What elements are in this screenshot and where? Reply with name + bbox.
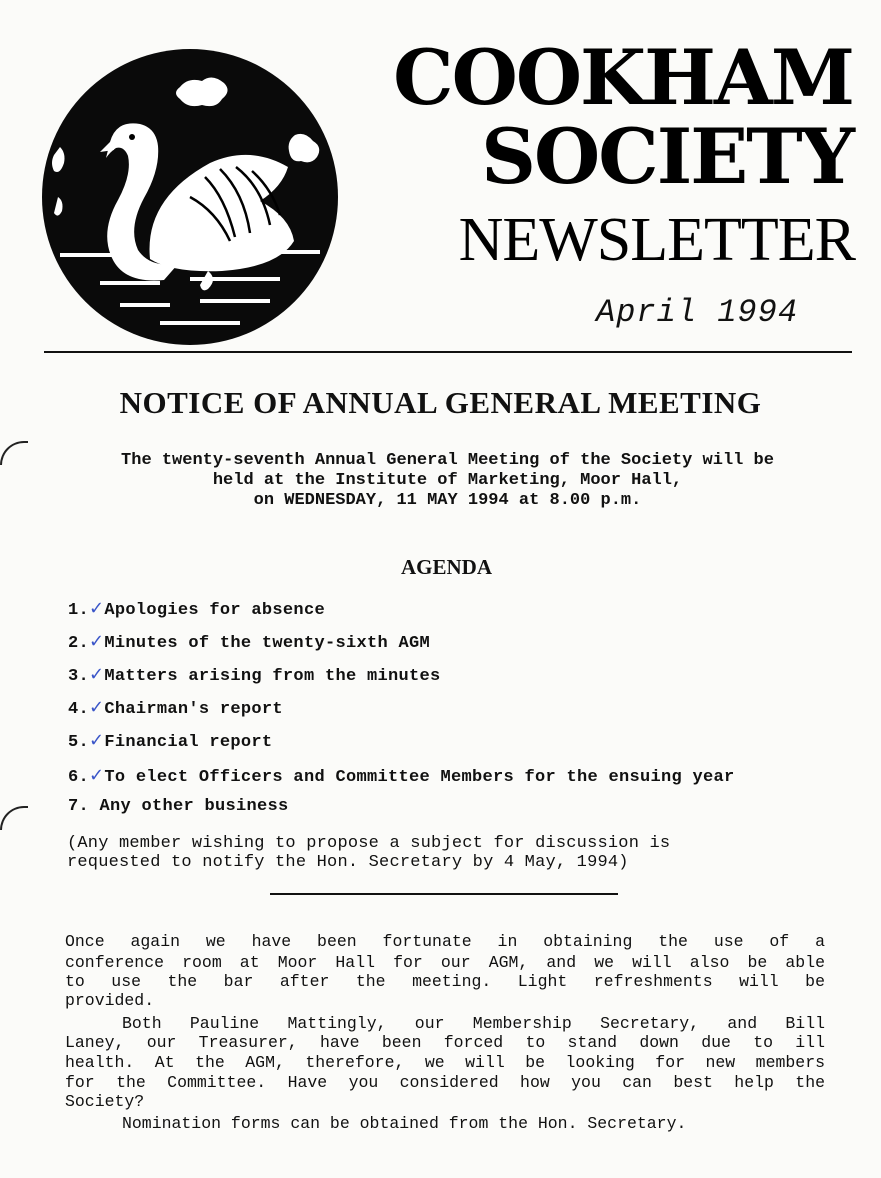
agenda-item-number: 2. xyxy=(68,634,90,653)
body-line: conference room at Moor Hall for our AGM, and we will also be able xyxy=(65,953,825,972)
agenda-item xyxy=(68,631,430,653)
agenda-item-text: Matters arising from the minutes xyxy=(104,667,441,686)
agenda-item-number: 7. xyxy=(68,797,90,816)
body-line: to use the bar after the meeting. Light refreshments will be xyxy=(65,972,825,991)
body-line: Nomination forms can be obtained from the Hon. Secretary. xyxy=(122,1114,687,1133)
agenda-item-number: 3. xyxy=(68,667,90,686)
newsletter-title-line2: SOCIETY xyxy=(481,112,853,201)
agenda-item xyxy=(68,730,272,752)
agenda-item xyxy=(68,697,283,719)
agenda-item-text: Chairman's report xyxy=(104,700,283,719)
agenda-item xyxy=(68,598,325,620)
notice-heading: NOTICE OF ANNUAL GENERAL MEETING xyxy=(119,385,762,420)
agenda-item-text: To elect Officers and Committee Members for the ensuing year xyxy=(104,768,735,787)
body-line: provided. xyxy=(65,991,155,1010)
agenda-item-number: 4. xyxy=(68,700,90,719)
tick-icon: ✓ xyxy=(89,697,105,718)
body-line: Laney, our Treasurer, have been forced to stand down due to ill xyxy=(65,1033,825,1052)
agenda-note-line: requested to notify the Hon. Secretary by 4 May, 1994) xyxy=(67,853,629,872)
body-line: Society? xyxy=(65,1092,145,1111)
agenda-item xyxy=(68,765,735,787)
agenda-item-text: Financial report xyxy=(104,733,273,752)
masthead-divider xyxy=(44,351,852,353)
newsletter-title-line3: NEWSLETTER xyxy=(458,206,855,274)
issue-date: April 1994 xyxy=(596,294,799,331)
tick-icon: ✓ xyxy=(89,631,105,652)
section-divider xyxy=(270,893,618,895)
body-line: Both Pauline Mattingly, our Membership Secretary, and Bill xyxy=(122,1014,825,1033)
tick-icon: ✓ xyxy=(89,730,105,751)
agenda-item xyxy=(68,664,440,686)
agenda-item-number: 1. xyxy=(68,601,90,620)
agenda-item xyxy=(68,797,289,816)
tick-icon: ✓ xyxy=(89,664,105,685)
body-line: health. At the AGM, therefore, we will be looking for new members xyxy=(65,1053,825,1072)
notice-intro-line: held at the Institute of Marketing, Moor Hall, xyxy=(212,471,683,490)
body-line: for the Committee. Have you considered how you can best help the xyxy=(65,1073,825,1092)
body-line: Once again we have been fortunate in obtaining the use of a xyxy=(65,932,825,951)
punch-hole-mark xyxy=(0,806,28,830)
agenda-note-line: (Any member wishing to propose a subject for discussion is xyxy=(67,834,671,853)
tick-icon: ✓ xyxy=(89,765,105,786)
agenda-item-number: 5. xyxy=(68,733,90,752)
agenda-item-text: Minutes of the twenty-sixth AGM xyxy=(104,634,430,653)
agenda-heading: AGENDA xyxy=(400,555,492,579)
agenda-item-text: Apologies for absence xyxy=(104,601,325,620)
notice-intro-line: The twenty-seventh Annual General Meeting of the Society will be xyxy=(121,451,774,470)
notice-intro-line: on WEDNESDAY, 11 MAY 1994 at 8.00 p.m. xyxy=(253,491,642,510)
agenda-item-text: Any other business xyxy=(99,797,289,816)
agenda-item-number: 6. xyxy=(68,768,90,787)
tick-icon: ✓ xyxy=(89,598,105,619)
newsletter-title-line1: COOKHAM xyxy=(393,33,853,122)
swan-emblem-icon xyxy=(40,47,340,347)
